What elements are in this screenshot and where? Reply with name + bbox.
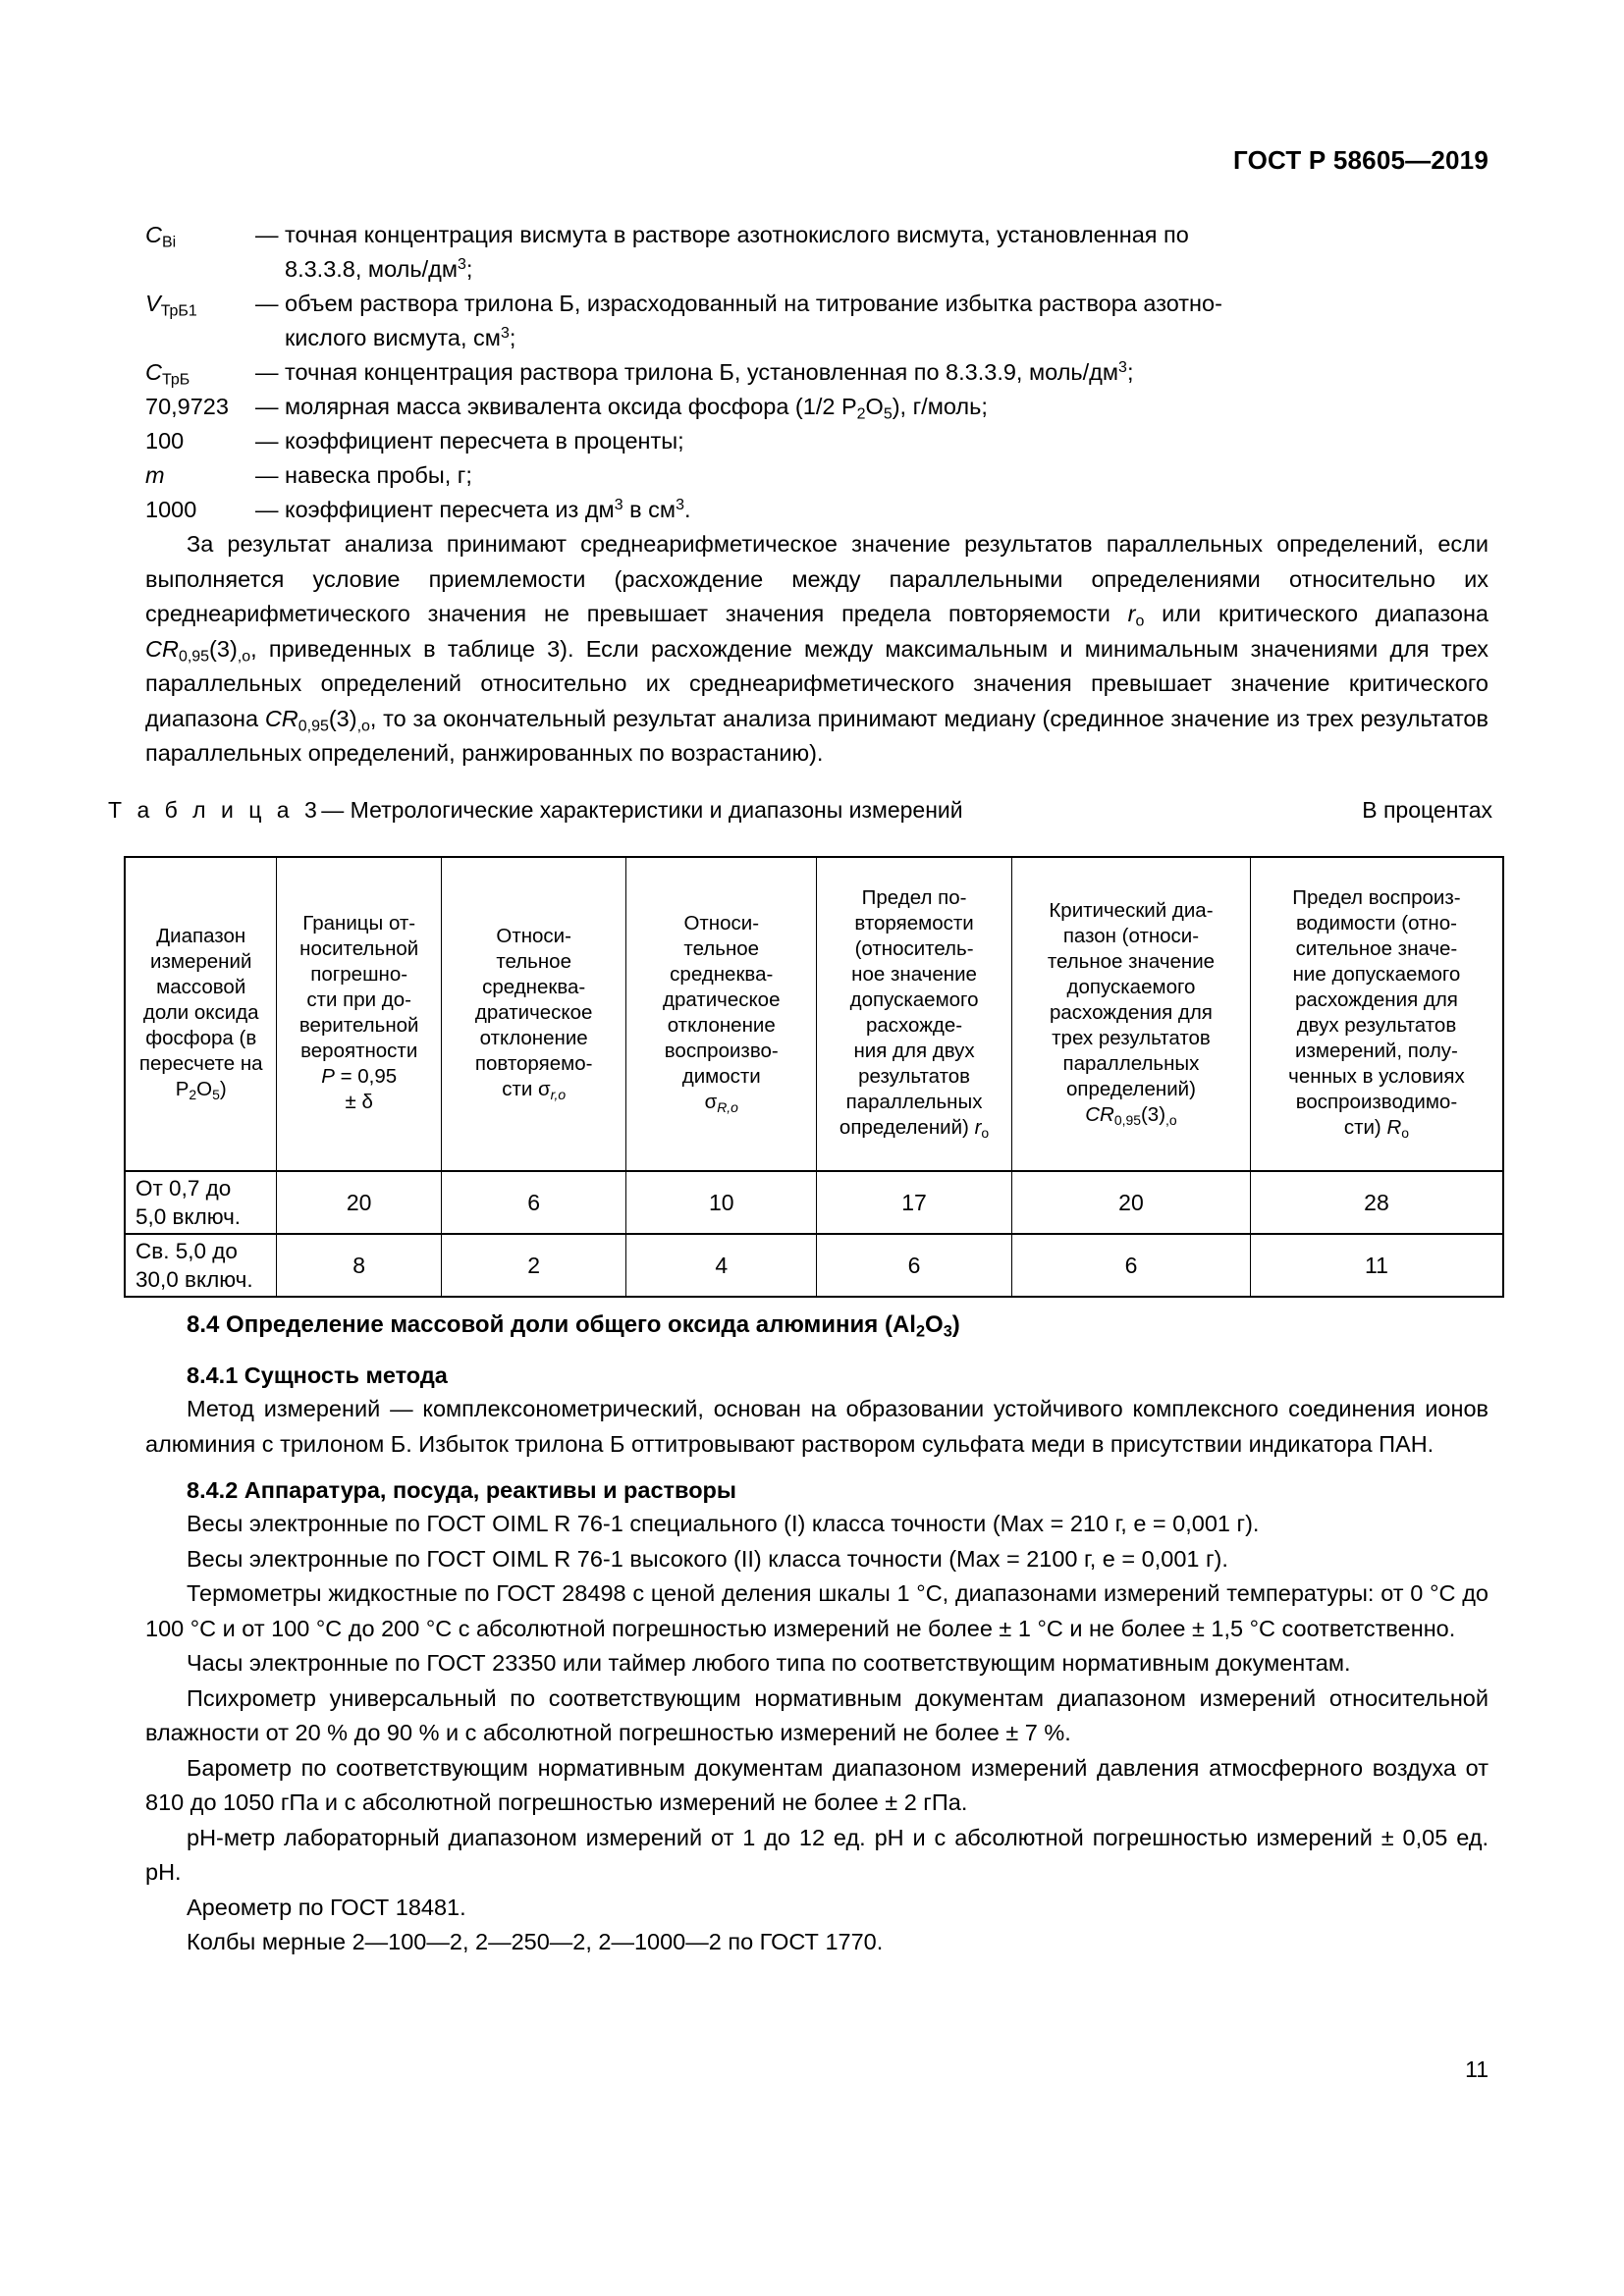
intro-paragraph [145, 527, 1489, 772]
table-caption-row [108, 797, 1492, 824]
table-header-cell-repeatability-limit [817, 857, 1012, 1171]
table-cell-value: 2 [441, 1234, 625, 1297]
symbol-base: V [145, 291, 161, 316]
symbol-cr-1-subscript-2: ,o [237, 647, 251, 665]
intro-segment-2: или критического диапазона [1144, 601, 1489, 626]
table-header-cell-error-bounds [277, 857, 442, 1171]
header-line: параллельных [1062, 1052, 1200, 1075]
header-line: пересчете на [138, 1052, 263, 1075]
definition-item-molarmass [145, 390, 1489, 424]
header-line: ния для двух [853, 1040, 975, 1062]
table-cell-value: 8 [277, 1234, 442, 1297]
intro-paragraph-block [145, 527, 1489, 772]
symbol-cr-2-subscript: 0,95 [298, 717, 329, 734]
definition-text: — навеска пробы, г; [255, 462, 472, 488]
table-header-cell-rsd-reproducibility [626, 857, 817, 1171]
range-line-1: От 0,7 до [135, 1176, 232, 1201]
definition-text-punct: ; [465, 256, 473, 282]
symbol-r: r [1127, 601, 1136, 626]
heading-text-post: ) [951, 1311, 960, 1338]
table-header-cell-range [125, 857, 277, 1171]
table-cell-range [125, 1171, 277, 1234]
header-line: отклонение [479, 1027, 588, 1049]
header-line: димости [681, 1065, 761, 1088]
header-line: Диапазон [156, 925, 246, 947]
header-line: вторяемости [854, 912, 974, 934]
header-line: пазон (относи- [1062, 925, 1200, 947]
symbol-sigma-subscript: R,o [717, 1098, 738, 1115]
header-line: результатов [858, 1065, 971, 1088]
table-cell-value: 10 [626, 1171, 817, 1234]
formula-subscript-2: 5 [883, 405, 893, 423]
table-units-note: В процентах [1362, 797, 1492, 823]
header-line: среднеква- [482, 976, 586, 998]
table-label: Т а б л и ц а 3 [108, 797, 322, 823]
definition-text [255, 493, 1489, 527]
table-header-cell-reproducibility-limit [1250, 857, 1503, 1171]
header-line: отклонение [667, 1014, 776, 1037]
header-line: ние допускаемого [1292, 963, 1461, 986]
definition-symbol: 70,9723 [145, 394, 229, 419]
symbol-cr-1: CR [145, 635, 179, 662]
symbol-subscript: ТрБ [161, 371, 190, 389]
header-line: параллельных [845, 1091, 983, 1113]
definition-text-line2: кислого висмута, см [285, 325, 501, 350]
intro-segment-3: , приведенных в таблице 3). Если расхождение между максимальным и минимальным значениями для трех параллельных определений относительно их среднеарифметического значения превышает значение критического диапазона [145, 635, 1489, 731]
definition-symbol: m [145, 462, 165, 488]
definition-symbol: 1000 [145, 497, 197, 522]
symbol-cr-2: CR [264, 705, 298, 731]
definition-text-post: ), г/моль; [892, 394, 988, 419]
symbol-cr-paren: (3) [1140, 1103, 1166, 1126]
header-line: повторяемо- [474, 1052, 593, 1075]
definition-text-pre: — молярная масса эквивалента оксида фосфора (1/2 P [255, 394, 857, 419]
unit-superscript-2: 3 [676, 497, 684, 514]
definition-item-m [145, 458, 1489, 493]
page-number: 11 [1465, 2056, 1489, 2082]
definition-symbol [145, 287, 255, 321]
header-sigma [632, 1090, 810, 1115]
header-line: фосфора (в [145, 1027, 257, 1049]
formula-subscript-2: 3 [943, 1322, 952, 1341]
range-line-2: 30,0 включ. [135, 1267, 253, 1292]
table-header-row [125, 857, 1503, 1171]
apparatus-paragraph-8: Ареометр по ГОСТ 18481. [187, 1894, 466, 1920]
apparatus-paragraph-6: Барометр по соответствующим нормативным документам диапазоном измерений давления атмосферного воздуха от 810 до 1050 гПа и с абсолютной погрешностью измерений не более ± 2 гПа. [145, 1754, 1489, 1815]
definition-item-vtrb1-cont [145, 321, 1489, 355]
definition-superscript: 3 [458, 256, 466, 274]
header-line: допускаемого [1066, 976, 1196, 998]
header-delta: ± δ [345, 1091, 373, 1113]
formula-base: P [175, 1078, 189, 1100]
header-line: тельное [683, 937, 760, 960]
header-line: определений) [1065, 1078, 1196, 1100]
header-line: верительной [298, 1014, 419, 1037]
definition-superscript: 3 [1118, 359, 1127, 377]
apparatus-paragraph-1: Весы электронные по ГОСТ OIML R 76-1 специального (I) класса точности (Max = 210 г, e = 0,001 г). [187, 1511, 1260, 1536]
symbol-definition-list [145, 218, 1489, 527]
header-probability [283, 1064, 435, 1090]
header-line: тельное [496, 950, 571, 973]
definition-text-pre: — коэффициент пересчета из дм [255, 497, 615, 522]
header-line: трех результатов [1052, 1027, 1211, 1049]
header-line: допускаемого [849, 988, 979, 1011]
symbol-r-subscript: o [981, 1124, 990, 1141]
header-line: Предел по- [861, 886, 967, 909]
symbol-r-subscript: o [1135, 613, 1145, 630]
definition-text [255, 287, 1489, 321]
table-caption [108, 797, 963, 824]
apparatus-paragraph-2: Весы электронные по ГОСТ OIML R 76-1 высокого (II) класса точности (Max = 2100 г, e = 0,001 г). [187, 1545, 1228, 1572]
document-header-standard-id: ГОСТ Р 58605—2019 [1233, 145, 1489, 175]
symbol-sigma-subscript: r,o [550, 1086, 567, 1102]
header-line: Относи- [683, 912, 760, 934]
header-line: массовой [156, 976, 246, 998]
symbol-cr-2-subscript-2: ,o [356, 717, 370, 734]
intro-segment-1: За результат анализа принимают среднеарифметическое значение результатов параллельных определений, если выполняется условие приемлемости (расхождение между параллельными определениями относительно их среднеарифметического значения не превышает значения предела повторяемости [145, 531, 1489, 626]
apparatus-paragraph-3: Термометры жидкостные по ГОСТ 28498 с ценой деления шкалы 1 °С, диапазонами измерений температуры: от 0 °С до 100 °С и от 100 °С до 200 °С с абсолютной погрешностью измерений не более ± 1 °С и не более ± 1,5 °С соответственно. [145, 1580, 1489, 1641]
header-line: Предел воспроиз- [1292, 886, 1461, 909]
symbol-cr-1-paren: (3) [209, 635, 238, 662]
table-caption-text: — Метрологические характеристики и диапазоны измерений [321, 797, 963, 823]
symbol-cr-1-subscript: 0,95 [178, 647, 210, 665]
definition-symbol [145, 218, 255, 252]
header-line-text: сти) [1343, 1116, 1381, 1139]
header-symbol-line [823, 1115, 1005, 1141]
definition-item-100 [145, 424, 1489, 458]
header-line: ное значение [851, 963, 977, 986]
header-line: водимости (отно- [1295, 912, 1457, 934]
symbol-sigma: σ [704, 1091, 718, 1113]
definition-item-cbi-cont [145, 252, 1489, 287]
symbol-subscript: Bi [161, 234, 177, 251]
definition-text [255, 218, 1489, 252]
header-line: ченных в условиях [1288, 1065, 1465, 1088]
unit-superscript-1: 3 [614, 497, 623, 514]
table-cell-value: 6 [1012, 1234, 1251, 1297]
symbol-p: P [321, 1065, 335, 1088]
header-line: Относи- [496, 925, 571, 947]
header-line: Критический диа- [1049, 899, 1214, 922]
apparatus-paragraph-7: рН-метр лабораторный диапазоном измерений от 1 до 12 ед. рН и с абсолютной погрешностью измерений ± 0,05 ед. рН. [145, 1824, 1489, 1885]
header-symbol-line [1257, 1115, 1496, 1141]
table-header-cell-critical-range [1012, 857, 1251, 1171]
apparatus-paragraph-9: Колбы мерные 2—100—2, 2—250—2, 2—1000—2 по ГОСТ 1770. [187, 1929, 884, 1954]
formula-subscript-1: 2 [856, 405, 866, 423]
definition-text-cont [255, 252, 1489, 287]
range-line-1: Св. 5,0 до [135, 1239, 238, 1263]
symbol-cr: CR [1085, 1103, 1114, 1126]
definition-text-punct: ; [1126, 359, 1134, 385]
section-8-4-1-heading: 8.4.1 Сущность метода [187, 1362, 448, 1388]
probability-value: = 0,95 [334, 1065, 398, 1088]
table-cell-value: 28 [1250, 1171, 1503, 1234]
definition-text [255, 390, 1489, 424]
metrology-table [124, 856, 1504, 1298]
symbol-subscript: ТрБ1 [160, 302, 197, 320]
symbol-cr-subscript: 0,95 [1113, 1111, 1141, 1128]
header-line: дратическое [474, 1001, 593, 1024]
table-header-cell-rsd-repeatability [441, 857, 625, 1171]
table-cell-range [125, 1234, 277, 1297]
definition-text-punct: ; [509, 325, 516, 350]
definition-item-ctrb [145, 355, 1489, 390]
formula-mid: O [196, 1078, 213, 1100]
table-cell-value: 17 [817, 1171, 1012, 1234]
header-line: дратическое [663, 988, 781, 1011]
heading-text-pre: 8.4 Определение массовой доли общего оксида алюминия (Al [187, 1311, 916, 1338]
table-cell-value: 6 [817, 1234, 1012, 1297]
definition-item-1000 [145, 493, 1489, 527]
table-row [125, 1234, 1503, 1297]
header-formula-cr [1018, 1102, 1244, 1128]
apparatus-paragraph-4: Часы электронные по ГОСТ 23350 или таймер любого типа по соответствующим нормативным документам. [187, 1650, 1351, 1676]
header-line: носительной [299, 937, 419, 960]
definition-symbol [145, 355, 255, 390]
header-line-text: определений) [839, 1116, 969, 1139]
symbol-cr-subscript-2: ,o [1165, 1111, 1177, 1128]
definition-item-vtrb1 [145, 287, 1489, 321]
section-8-4-heading [145, 1308, 1489, 1342]
formula-post: ) [219, 1078, 227, 1100]
range-line-2: 5,0 включ. [135, 1204, 242, 1229]
definition-superscript: 3 [500, 325, 510, 343]
section-8-4 [145, 1308, 1489, 1960]
definition-text-post: . [683, 497, 691, 522]
header-line: расхожде- [865, 1014, 963, 1037]
header-line: Границы от- [302, 912, 416, 934]
definition-item-cbi [145, 218, 1489, 252]
header-line: (относитель- [854, 937, 974, 960]
definition-text: — коэффициент пересчета в проценты; [255, 428, 684, 454]
header-line: сительное значе- [1295, 937, 1458, 960]
table-cell-value: 6 [441, 1171, 625, 1234]
definition-symbol: 100 [145, 428, 185, 454]
symbol-cr-2-paren: (3) [328, 705, 357, 731]
apparatus-paragraph-5: Психрометр универсальный по соответствующим нормативным документам диапазоном измерений относительной влажности от 20 % до 90 % и с абсолютной погрешностью измерений не более ± 7 %. [145, 1684, 1489, 1745]
definition-text-mid: в см [623, 497, 677, 522]
section-8-4-2-heading: 8.4.2 Аппаратура, посуда, реактивы и растворы [187, 1477, 736, 1503]
header-line: среднеква- [670, 963, 774, 986]
symbol-sigma: сти σ [502, 1078, 551, 1100]
header-line: погрешно- [310, 963, 408, 986]
header-line: тельное значение [1047, 950, 1216, 973]
table-cell-value: 20 [277, 1171, 442, 1234]
formula-mid: O [925, 1311, 944, 1338]
definition-text-cont [255, 321, 1489, 355]
header-line: вероятности [300, 1040, 418, 1062]
formula-mid: O [865, 394, 884, 419]
header-line: двух результатов [1296, 1014, 1457, 1037]
table-row [125, 1171, 1503, 1234]
definition-text [255, 355, 1489, 390]
table-cell-value: 11 [1250, 1234, 1503, 1297]
formula-subscript-1: 2 [189, 1086, 197, 1102]
definition-text-line1: — точная концентрация раствора трилона Б, установленная по 8.3.3.9, моль/дм [255, 359, 1119, 385]
header-line: расхождения для [1294, 988, 1458, 1011]
definition-text-line2: 8.3.3.8, моль/дм [285, 256, 458, 282]
header-line: расхождения для [1050, 1001, 1213, 1024]
header-formula [132, 1077, 270, 1102]
formula-subscript-1: 2 [915, 1322, 926, 1341]
symbol-base: C [145, 359, 162, 385]
header-line: измерений, полу- [1295, 1040, 1458, 1062]
table-cell-value: 4 [626, 1234, 817, 1297]
header-line: сти при до- [306, 988, 411, 1011]
table-cell-value: 20 [1012, 1171, 1251, 1234]
formula-subscript-2: 5 [212, 1086, 220, 1102]
header-sigma [448, 1077, 620, 1102]
symbol-base: C [145, 222, 162, 247]
header-line: доли оксида [142, 1001, 259, 1024]
section-8-4-1-paragraph: Метод измерений — комплексонометрический, основан на образовании устойчивого комплексного соединения ионов алюминия с трилоном Б. Избыток трилона Б оттитровывают раствором сульфата меди в присутствии индикатора ПАН. [145, 1396, 1489, 1457]
metrology-table-wrapper [124, 856, 1504, 1298]
symbol-r: r [974, 1116, 982, 1139]
header-line: воспроизво- [664, 1040, 779, 1062]
header-line: измерений [150, 950, 252, 973]
intro-segment-4: , то за окончательный результат анализа принимают медиану (срединное значение из трех результатов параллельных определений, ранжированных по возрастанию). [145, 705, 1489, 766]
symbol-r-big: R [1386, 1116, 1402, 1139]
header-line: воспроизводимо- [1295, 1091, 1458, 1113]
symbol-r-big-subscript: o [1401, 1124, 1410, 1141]
definition-text-line1: — точная концентрация висмута в растворе азотнокислого висмута, установленная по [255, 222, 1189, 247]
definition-text-line1: — объем раствора трилона Б, израсходованный на титрование избытка раствора азотно- [255, 291, 1222, 316]
